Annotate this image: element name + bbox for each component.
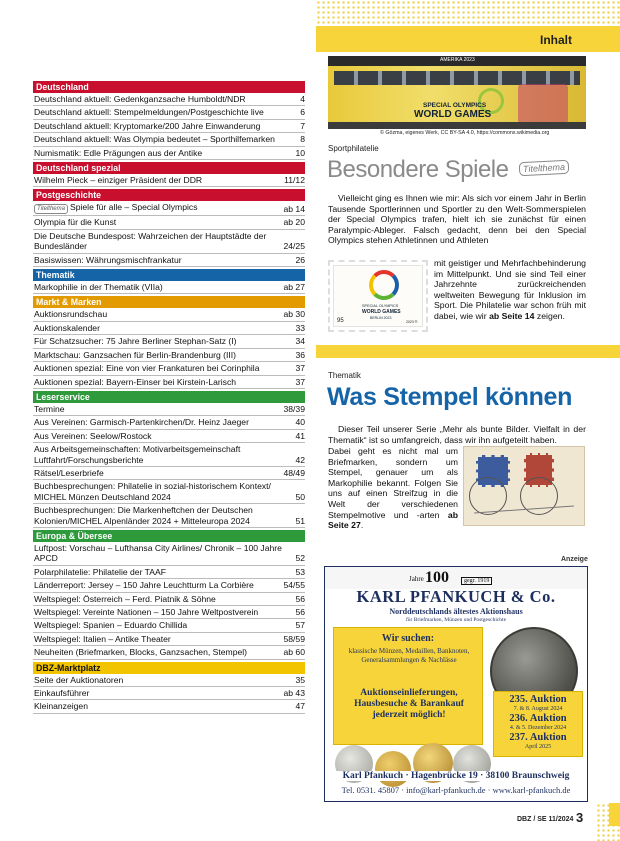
ad-contact: Tel. 0531. 45807 · info@karl-pfankuch.de · www.karl-pfankuch.de [341, 785, 571, 795]
toc-entry-text: Deutschland aktuell: Stempelmeldungen/Postgeschichte live [34, 107, 264, 118]
toc-entry[interactable] [33, 254, 305, 267]
toc-entry-page: 54/55 [283, 580, 305, 591]
toc-entry[interactable] [33, 322, 305, 335]
toc-entry-page: ab 30 [283, 309, 305, 320]
photo-logo-2: WORLD GAMES [414, 109, 492, 120]
ad-years: 100 [425, 569, 449, 586]
toc-entry[interactable] [33, 633, 305, 646]
side-tab [609, 803, 620, 826]
toc-entry-title [34, 417, 295, 427]
toc-entry-text: Deutschland aktuell: Was Olympia bedeutet – Sporthilfemarken [34, 134, 275, 145]
toc-entry[interactable] [33, 566, 305, 579]
toc-section-header: Leserservice [33, 391, 305, 403]
toc-entry-title [34, 323, 295, 333]
toc-entry-title [34, 444, 295, 465]
toc-section-header: Deutschland [33, 81, 305, 93]
toc-entry-page: 47 [295, 701, 305, 712]
toc-entry-text: Marktschau: Ganzsachen für Berlin-Brandenburg (III) [34, 349, 237, 360]
ad-founded: gegr. 1919 [461, 577, 492, 585]
toc-entry[interactable] [33, 349, 305, 362]
toc-entry-text: Weltspiegel: Italien – Antike Theater [34, 633, 171, 644]
toc-entry[interactable] [33, 430, 305, 443]
toc-entry-title [34, 431, 295, 441]
toc-entry-text: Aus Arbeitsgemeinschaften: Motivarbeitsgemeinschaft Luftfahrt/Forschungsberichte [34, 444, 241, 465]
toc-entry[interactable] [33, 120, 305, 133]
toc-entry[interactable] [33, 93, 305, 106]
toc-entry-page: 10 [295, 147, 305, 158]
feature1-stamp [328, 260, 428, 332]
toc-entry-text: Neuheiten (Briefmarken, Blocks, Ganzsachen, Stempel) [34, 647, 248, 658]
toc-entry-page: ab 20 [283, 217, 305, 228]
toc-entry-page: 51 [295, 515, 305, 526]
feature1-page-ref[interactable]: ab Seite 14 [489, 310, 535, 321]
toc-entry-title [34, 282, 283, 292]
stamp-value: 95 [337, 318, 344, 324]
toc-entry-title [34, 543, 295, 564]
toc-entry-page: 50 [295, 491, 305, 502]
toc-entry-text: Die Deutsche Bundespost: Wahrzeichen der Hauptstädte der Bundesländer [34, 230, 267, 252]
toc-entry[interactable] [33, 646, 305, 659]
stamp-line-3: BERLIN 2023 [370, 316, 392, 320]
ad-auction-list [494, 694, 582, 751]
ad-auction-name: 236. Auktion [509, 713, 567, 724]
toc-entry-title [34, 202, 283, 214]
ad-coin-3 [375, 751, 411, 787]
table-of-contents [33, 79, 305, 714]
toc-entry[interactable] [33, 619, 305, 632]
toc-entry[interactable] [33, 362, 305, 375]
toc-entry[interactable] [33, 174, 305, 187]
toc-section-header: Thematik [33, 269, 305, 281]
toc-entry[interactable] [33, 416, 305, 429]
toc-entry-title [34, 620, 295, 630]
toc-entry-text: Wilhelm Pieck – einziger Präsident der DDR [34, 175, 203, 186]
toc-entry[interactable] [33, 443, 305, 467]
toc-entry-text: Einkaufsführer [34, 688, 90, 699]
toc-entry-title [34, 231, 283, 252]
header-bar [316, 26, 620, 52]
photo-credit: © Gözma, eigenes Werk, CC BY-SA 4.0, https://commons.wikimedia.org [380, 130, 550, 136]
toc-entry[interactable] [33, 216, 305, 229]
ad-seek-text: klassische Münzen, Medaillen, Banknoten, Generalsammlungen & Nachlässe [348, 647, 470, 664]
toc-entry-page: 57 [295, 620, 305, 631]
toc-entry-text: Seite der Auktionatoren [34, 674, 124, 685]
toc-entry-title [34, 134, 300, 144]
toc-entry-title [34, 634, 283, 644]
ad-tagline: Norddeutschlands ältestes Aktionshaus [389, 607, 523, 616]
toc-entry[interactable] [33, 147, 305, 160]
photo-banner: AMERIKA 2023 [440, 57, 475, 63]
ad-consign: Auktionseinlieferungen, Hausbesuche & Barankauf jederzeit möglich! [354, 688, 464, 720]
feature1-title: Besondere Spiele [327, 156, 509, 183]
toc-entry-text: Aus Vereinen: Garmisch-Partenkirchen/Dr. Heinz Jaeger [34, 417, 249, 428]
ad-years-sub: Jahre [409, 575, 424, 583]
toc-entry-text: Kleinanzeigen [34, 701, 88, 712]
feature-photo [328, 56, 586, 129]
toc-entry-title [34, 377, 295, 387]
toc-entry-title [34, 567, 295, 577]
toc-entry-title [34, 121, 300, 131]
toc-entry-page: ab 14 [283, 204, 305, 215]
toc-entry-page: 11/12 [284, 175, 305, 186]
toc-entry-title [34, 107, 300, 117]
photo-logo-1: SPECIAL OLYMPICS [423, 102, 487, 109]
toc-entry-title [34, 688, 283, 698]
toc-entry[interactable] [33, 308, 305, 321]
toc-entry-title [34, 701, 295, 711]
toc-entry-page: 38/39 [283, 403, 305, 414]
toc-entry-text: Basiswissen: Währungsmischfrankatur [34, 254, 182, 265]
stamp-line-2: WORLD GAMES [362, 309, 401, 315]
toc-entry-page: 33 [295, 322, 305, 333]
toc-entry-page: 56 [295, 593, 305, 604]
toc-entry-title [34, 309, 283, 319]
toc-entry[interactable] [33, 542, 305, 566]
toc-entry-text: Termine [34, 403, 65, 414]
ad-auction-date: April 2025 [524, 744, 552, 750]
header-label: Inhalt [540, 33, 572, 47]
toc-entry-text: Spiele für alle – Special Olympics [69, 202, 198, 213]
toc-entry-title [34, 505, 295, 526]
ad-seek-title: Wir suchen: [381, 633, 435, 644]
toc-entry[interactable] [33, 606, 305, 619]
toc-entry-page: 42 [295, 454, 305, 465]
toc-entry-title [34, 94, 300, 104]
toc-entry-text: Weltspiegel: Spanien – Eduardo Chillida [34, 620, 188, 631]
toc-entry[interactable] [33, 403, 305, 416]
toc-entry-title [34, 647, 283, 657]
toc-entry-text: Weltspiegel: Vereinte Nationen – 150 Jahre Weltpostverein [34, 607, 259, 617]
toc-entry-title [34, 481, 295, 502]
toc-entry-title [34, 607, 295, 617]
toc-entry-text: Deutschland aktuell: Gedenkganzsache Humboldt/NDR [34, 94, 246, 104]
toc-entry-text: Auktionskalender [34, 322, 100, 333]
feature2-kicker: Thematik [328, 371, 361, 380]
toc-entry-page: 35 [295, 674, 305, 685]
toc-entry-text: Für Schatzsucher: 75 Jahre Berliner Stephan-Satz (I) [34, 336, 237, 347]
toc-entry-title [34, 363, 295, 373]
advertisement [324, 566, 588, 802]
toc-entry-page: ab 60 [283, 647, 305, 658]
ad-auction-date: 4. & 5. Dezember 2024 [509, 725, 567, 731]
toc-entry-page: 8 [300, 134, 305, 145]
feature1-kicker: Sportphilatelie [328, 144, 379, 153]
toc-entry-text: Rätsel/Leserbriefe [34, 467, 104, 478]
toc-entry-title [34, 217, 283, 227]
toc-entry[interactable] [33, 687, 305, 700]
toc-entry[interactable] [33, 230, 305, 254]
stamp-country: 2023 ® [406, 320, 418, 324]
header-dots [316, 0, 620, 26]
toc-entry-text: Numismatik: Edle Prägungen aus der Antike [34, 147, 203, 158]
toc-entry-text: Olympia für die Kunst [34, 217, 117, 228]
toc-entry-text: Aus Vereinen: Seelow/Rostock [34, 430, 152, 441]
toc-entry[interactable] [33, 593, 305, 606]
toc-entry-title [34, 404, 283, 414]
ad-address: Karl Pfankuch · Hagenbrücke 19 · 38100 Braunschweig [325, 771, 587, 781]
toc-entry-page: 36 [295, 349, 305, 360]
toc-entry-page: 37 [295, 376, 305, 387]
toc-entry-title [34, 594, 295, 604]
ad-tagline-2: für Briefmarken, Münzen und Postgeschichte [405, 617, 507, 623]
toc-section-header: Europa & Übersee [33, 530, 305, 542]
ad-auction-name: 237. Auktion [509, 732, 567, 743]
toc-entry[interactable] [33, 201, 305, 216]
toc-entry-text: Auktionsrundschau [34, 309, 108, 320]
toc-entry-title [34, 175, 284, 185]
toc-entry[interactable] [33, 504, 305, 528]
toc-entry-title [34, 336, 295, 346]
toc-entry-text: Luftpost: Vorschau – Lufthansa City Airlines/ Chronik – 100 Jahre APCD [34, 542, 282, 564]
ad-auction-date: 7. & 8. August 2024 [513, 706, 563, 712]
toc-entry-page: 37 [295, 363, 305, 374]
toc-entry-page: 52 [295, 553, 305, 564]
toc-entry-page: ab 27 [283, 282, 305, 293]
feature2-cover-image [463, 446, 585, 526]
toc-entry-page: 6 [300, 107, 305, 118]
toc-entry-page: 34 [295, 336, 305, 347]
feature2-title: Was Stempel können [327, 383, 573, 411]
toc-entry-page: 41 [295, 430, 305, 441]
toc-section-header: Markt & Marken [33, 296, 305, 308]
toc-entry[interactable] [33, 480, 305, 504]
toc-entry-title [34, 468, 283, 478]
toc-entry-text: Buchbesprechungen: Die Markenheftchen der Deutschen Kolonien/MICHEL Alpenländer 2024 + Mitteleuropa 2024 [34, 505, 253, 526]
toc-entry-page: 40 [295, 417, 305, 428]
toc-entry-page: ab 43 [283, 688, 305, 699]
toc-entry-text: Auktionen spezial: Bayern-Einser bei Kirstein-Larisch [34, 376, 237, 387]
toc-entry[interactable] [33, 467, 305, 480]
toc-entry[interactable] [33, 281, 305, 294]
feature2-page-ref[interactable]: ab Seite 27 [328, 509, 458, 531]
feature2-text-a: Dieser Teil unserer Serie „Mehr als bunte Bilder. Vielfalt in der Thematik“ ist so umfangreich, dass wir ihn aufgeteilt haben. [328, 424, 586, 445]
toc-entry-page: 24/25 [283, 241, 305, 252]
toc-entry-page: 58/59 [283, 633, 305, 644]
toc-entry-text: Länderreport: Jersey – 150 Jahre Leuchtturm La Corbière [34, 580, 254, 591]
toc-entry-text: Weltspiegel: Österreich – Ferd. Piatnik & Söhne [34, 593, 216, 604]
toc-entry[interactable] [33, 335, 305, 348]
toc-section-header: DBZ-Marktplatz [33, 662, 305, 674]
toc-entry[interactable] [33, 133, 305, 146]
divider-bar [316, 345, 620, 358]
toc-entry-text: Auktionen spezial: Eine von vier Frankaturen bei Corinphila [34, 363, 260, 374]
toc-entry-text: Markophilie in der Thematik (VIIa) [34, 282, 163, 293]
toc-entry-text: Polarphilatelie: Philatelie der TAAF [34, 566, 166, 577]
toc-entry-text: Deutschland aktuell: Kryptomarke/200 Jahre Einwanderung [34, 120, 261, 131]
toc-section-header: Deutschland spezial [33, 162, 305, 174]
toc-entry-title [34, 580, 283, 590]
toc-entry-title [34, 148, 295, 158]
toc-entry-tag: Titelthema [34, 204, 68, 214]
toc-entry-text: Buchbesprechungen: Philatelie in sozial-historischem Kontext/ MICHEL Münzen Deutschland 2024 [34, 481, 271, 502]
toc-entry[interactable] [33, 674, 305, 687]
page-number: 3 [576, 810, 584, 825]
toc-section-header: Postgeschichte [33, 189, 305, 201]
toc-entry[interactable] [33, 579, 305, 592]
toc-entry-page: 7 [300, 120, 305, 131]
footer-issue: DBZ / SE 11/2024 [517, 816, 574, 823]
ad-auction-box [493, 691, 583, 757]
feature1-text-a: Vielleicht ging es Ihnen wie mir: Als sich vor einem Jahr in Berlin Tausende Sportlerinnen und Sportler zu den Welt-Sommerspielen der Special Olympics trafen, hielt ich sie zunächst für einen Paralympic-Ableger. Falsch gedacht, denn bei den Special Olympics stehen Athletinnen und Athleten [328, 193, 586, 246]
toc-entry-title [34, 675, 295, 685]
toc-entry-title [34, 255, 295, 265]
toc-entry-title [34, 350, 295, 360]
toc-entry[interactable] [33, 106, 305, 119]
toc-entry-page: 48/49 [283, 467, 305, 478]
ad-company: KARL PFANKUCH & Co. [356, 587, 556, 606]
toc-entry[interactable] [33, 376, 305, 389]
toc-entry[interactable] [33, 700, 305, 713]
title-stamp-badge: Titelthema [519, 160, 570, 177]
feature1-text-b: mit geistiger und Mehrfachbehinderung im Mittelpunkt. Und sie sind Teil einer Jahrzehnte zurückreichenden weltweiten Bewegung für Inklusion im Sport. Die Philatelie war schon früh mit dabei, wie wir ab Seite 14 zeigen. [434, 258, 586, 321]
stamp-line-1: SPECIAL OLYMPICS [362, 304, 399, 308]
toc-entry-page: 53 [295, 566, 305, 577]
ad-label: Anzeige [561, 556, 588, 563]
toc-entry-page: 26 [295, 254, 305, 265]
ad-auction-name: 235. Auktion [509, 694, 567, 705]
toc-entry-page: 4 [300, 94, 305, 104]
ad-seek-box [333, 627, 483, 745]
toc-entry-page: 56 [295, 607, 305, 617]
feature2-text-b: Dabei geht es nicht mal um Briefmarken, sondern um Stempel, genauer um als Markophilie bekannt. Folgen Sie uns auf einen Streifzug in die Welt der verschiedenen Stempelmotive und -arten ab Seite 27. [328, 446, 458, 531]
